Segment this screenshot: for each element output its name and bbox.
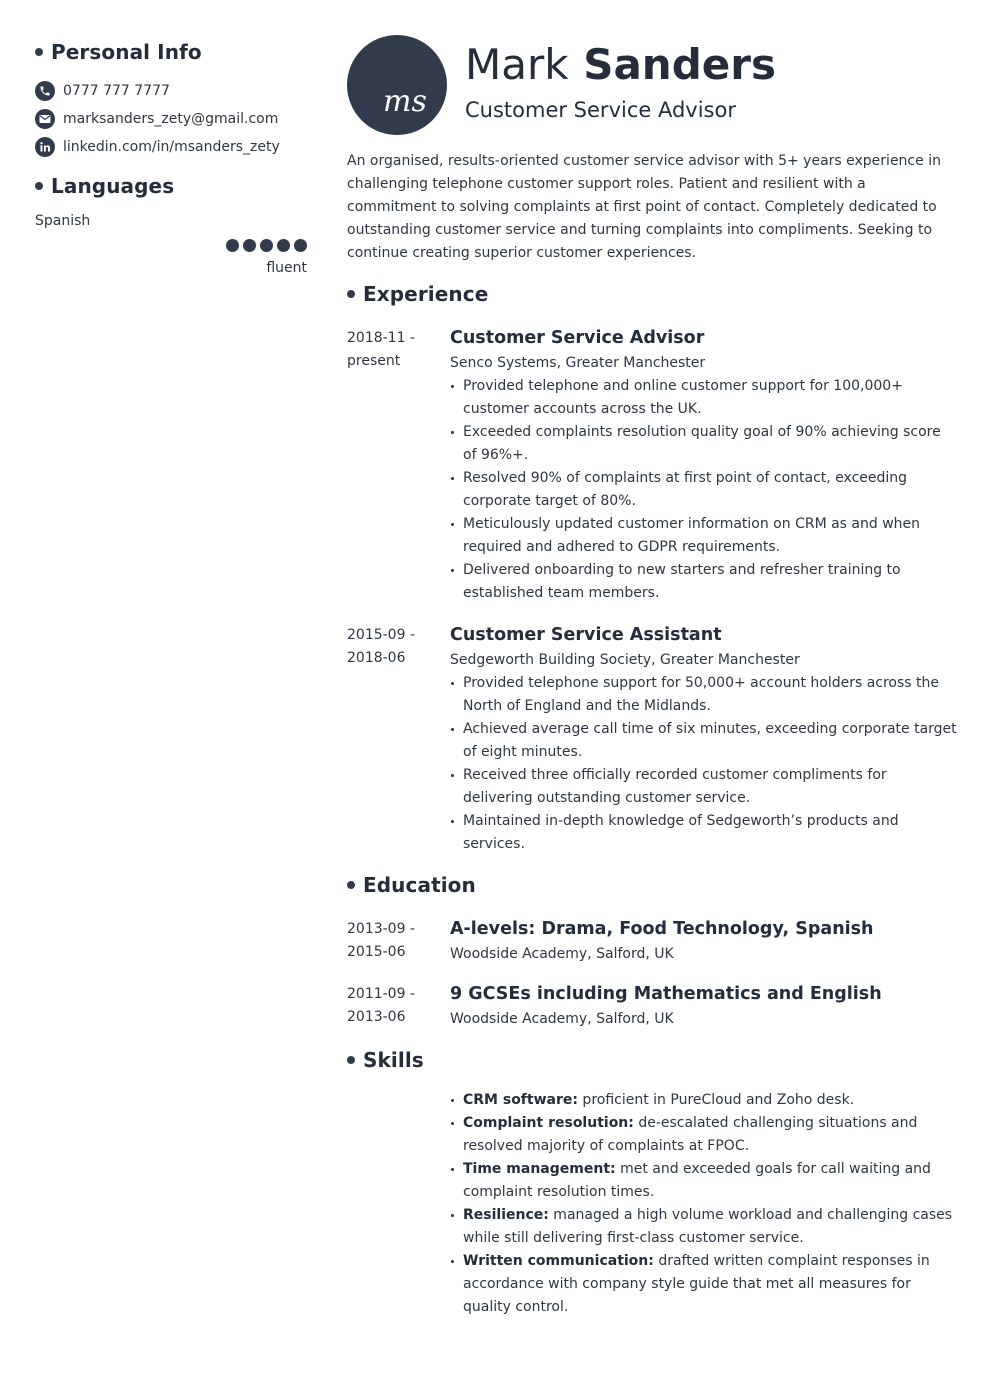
bullet-dot-icon: [347, 290, 355, 298]
email-icon: [35, 109, 55, 129]
list-item: Meticulously updated customer information on CRM as and when required and adhered to GDPR requirements.: [450, 513, 957, 559]
list-item: [450, 1250, 957, 1319]
date-start: 2015-09 -: [347, 627, 415, 643]
list-item: Received three officially recorded customer compliments for delivering outstanding customer service.: [450, 764, 957, 810]
rating-dot-icon: [294, 239, 307, 252]
list-item: Exceeded complaints resolution quality goal of 90% achieving score of 96%+.: [450, 421, 957, 467]
skill-desc: managed a high volume workload and challenging cases while still delivering first-class customer service.: [463, 1207, 953, 1246]
languages-heading: [35, 172, 307, 200]
skill-name: Written communication:: [463, 1253, 654, 1269]
skill-desc: met and exceeded goals for call waiting and complaint resolution times.: [463, 1161, 931, 1200]
section-title: Languages: [51, 174, 175, 198]
rating-dot-icon: [226, 239, 239, 252]
experience-entry: [347, 622, 957, 856]
rating-dot-icon: [260, 239, 273, 252]
bullet-dot-icon: [347, 881, 355, 889]
list-item: [450, 1089, 957, 1112]
section-title: Skills: [363, 1048, 424, 1072]
skill-name: Complaint resolution:: [463, 1115, 634, 1131]
first-name: Mark: [465, 40, 569, 89]
skills-section: [347, 1046, 957, 1319]
avatar-initials: ms: [383, 84, 427, 119]
entry-bullets: [450, 672, 957, 856]
entry-title: A-levels: Drama, Food Technology, Spanish: [450, 919, 874, 939]
language-name: Spanish: [35, 213, 91, 229]
list-item: Provided telephone support for 50,000+ account holders across the North of England and the Midlands.: [450, 672, 957, 718]
sidebar: [35, 38, 307, 278]
experience-entry: [347, 325, 957, 605]
list-item: Provided telephone and online customer support for 100,000+ customer accounts across the UK.: [450, 375, 957, 421]
date-end: 2018-06: [347, 650, 406, 666]
list-item: [450, 1112, 957, 1158]
language-level: fluent: [266, 260, 307, 276]
contact-email: [35, 105, 307, 133]
skill-desc: proficient in PureCloud and Zoho desk.: [577, 1092, 855, 1108]
section-title: Experience: [363, 282, 489, 306]
entry-body: [450, 981, 957, 1031]
entry-date: [347, 916, 450, 966]
language-rating: [35, 239, 307, 252]
entry-organization: Woodside Academy, Salford, UK: [450, 946, 674, 962]
bullet-dot-icon: [35, 182, 43, 190]
entry-body: [450, 916, 957, 966]
phone-text[interactable]: 0777 777 7777: [63, 83, 170, 99]
skill-desc: drafted written complaint responses in accordance with company style guide that met all measures for quality control.: [463, 1253, 930, 1315]
date-end: 2013-06: [347, 1009, 406, 1025]
entry-title: Customer Service Advisor: [450, 328, 705, 348]
avatar: [347, 35, 447, 135]
entry-title: 9 GCSEs including Mathematics and English: [450, 984, 882, 1004]
date-end: present: [347, 353, 401, 369]
entry-date: [347, 622, 450, 856]
date-end: 2015-06: [347, 944, 406, 960]
experience-heading: [347, 280, 957, 308]
skill-name: Time management:: [463, 1161, 616, 1177]
list-item: Delivered onboarding to new starters and refresher training to established team members.: [450, 559, 957, 605]
last-name: Sanders: [583, 40, 776, 89]
contact-phone: [35, 77, 307, 105]
rating-dot-icon: [243, 239, 256, 252]
contact-list: [35, 77, 307, 161]
linkedin-icon: [35, 137, 55, 157]
education-entry: [347, 916, 957, 966]
skill-desc: de-escalated challenging situations and resolved majority of complaints at FPOC.: [463, 1115, 918, 1154]
entry-body: [450, 325, 957, 605]
entry-date: [347, 981, 450, 1031]
skills-list: [450, 1089, 957, 1319]
entry-body: [450, 622, 957, 856]
entry-organization: Senco Systems, Greater Manchester: [450, 355, 706, 371]
job-title: Customer Service Advisor: [465, 98, 736, 122]
experience-section: [347, 280, 957, 856]
date-start: 2018-11 -: [347, 330, 415, 346]
list-item: [450, 1158, 957, 1204]
contact-linkedin: [35, 133, 307, 161]
personal-info-heading: [35, 38, 307, 66]
language-item: [35, 211, 307, 278]
bullet-dot-icon: [35, 48, 43, 56]
profile-summary: An organised, results-oriented customer service advisor with 5+ years experience in challenging telephone customer support roles. Patient and resilient with a commitment to solving complaints at first point of contact. Completely dedicated to outstanding customer service and turning complaints into compliments. Seeking to continue creating superior customer experiences.: [347, 153, 941, 261]
main-content: [347, 150, 957, 1319]
rating-dot-icon: [277, 239, 290, 252]
list-item: Achieved average call time of six minutes, exceeding corporate target of eight minutes.: [450, 718, 957, 764]
entry-title: Customer Service Assistant: [450, 625, 722, 645]
entry-organization: Woodside Academy, Salford, UK: [450, 1011, 674, 1027]
education-heading: [347, 871, 957, 899]
skills-heading: [347, 1046, 957, 1074]
list-item: [450, 1204, 957, 1250]
skill-name: CRM software:: [463, 1092, 578, 1108]
date-start: 2013-09 -: [347, 921, 415, 937]
education-entry: [347, 981, 957, 1031]
section-title: Personal Info: [51, 40, 202, 64]
skill-name: Resilience:: [463, 1207, 549, 1223]
entry-organization: Sedgeworth Building Society, Greater Manchester: [450, 652, 800, 668]
phone-icon: [35, 81, 55, 101]
email-text[interactable]: marksanders_zety@gmail.com: [63, 111, 279, 127]
bullet-dot-icon: [347, 1056, 355, 1064]
list-item: Resolved 90% of complaints at first point of contact, exceeding corporate target of 80%.: [450, 467, 957, 513]
list-item: Maintained in-depth knowledge of Sedgeworth’s products and services.: [450, 810, 957, 856]
date-start: 2011-09 -: [347, 986, 415, 1002]
section-title: Education: [363, 873, 476, 897]
linkedin-text[interactable]: linkedin.com/in/msanders_zety: [63, 139, 280, 155]
entry-date: [347, 325, 450, 605]
education-section: [347, 871, 957, 1031]
entry-bullets: [450, 375, 957, 605]
candidate-name: [465, 38, 776, 92]
